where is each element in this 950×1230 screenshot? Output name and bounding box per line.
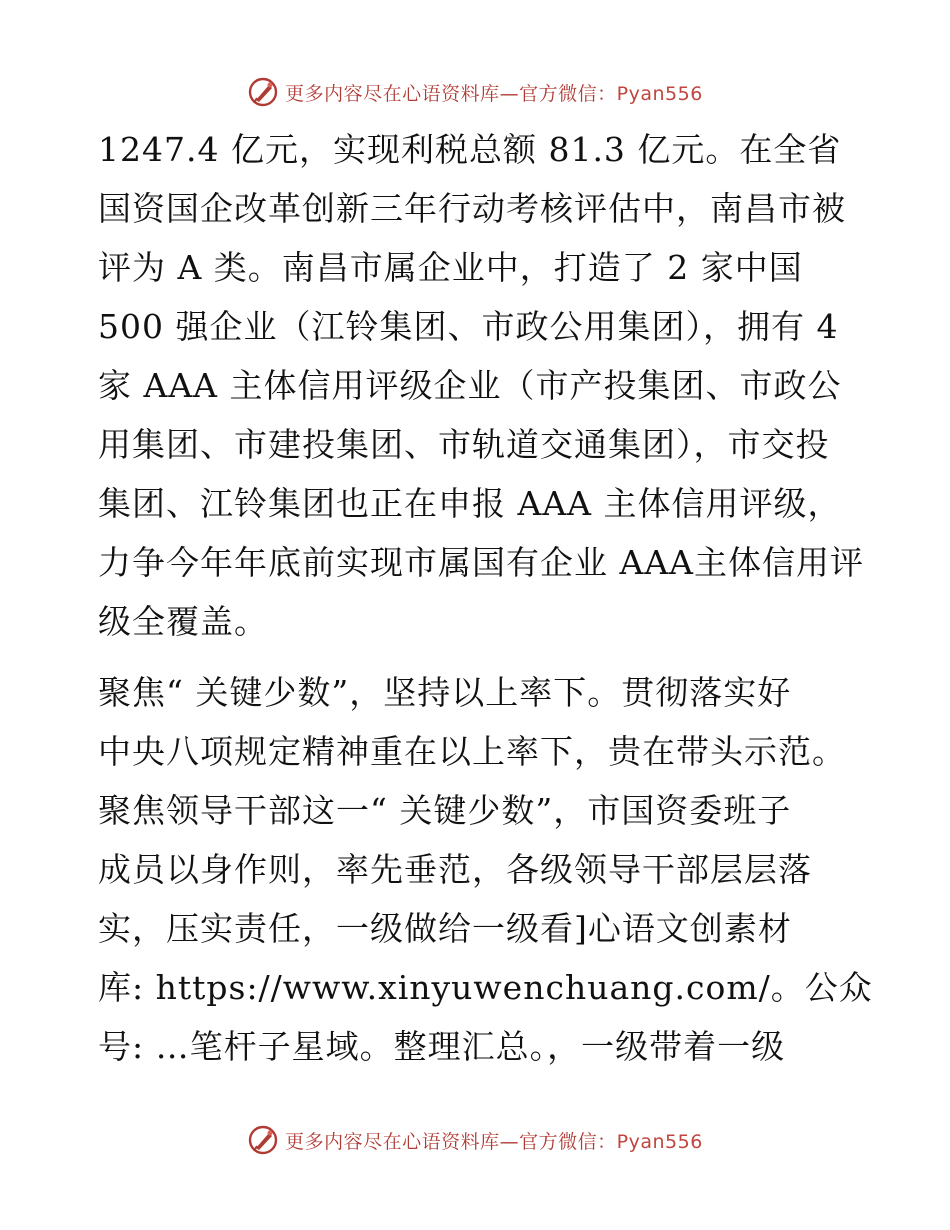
text-line: 级全覆盖。 xyxy=(98,602,268,641)
text-line: 500 强企业（江铃集团、市政公用集团），拥有 4 xyxy=(98,307,839,346)
text-line: 库: https://www.xinyuwenchuang.com/。公众 xyxy=(98,968,873,1007)
banner-text: 更多内容尽在心语资料库—官方微信：Pyan556 xyxy=(285,1130,703,1153)
document-body xyxy=(98,120,873,1076)
text-line: 评为 A 类。南昌市属企业中，打造了 2 家中国 xyxy=(98,248,803,287)
text-line: 集团、江铃集团也正在申报 AAA 主体信用评级， xyxy=(98,484,842,523)
text-line: 中央八项规定精神重在以上率下，贵在带头示范。 xyxy=(98,732,846,771)
quill-pen-logo-icon xyxy=(247,76,279,108)
text-line: 成员以身作则，率先垂范，各级领导干部层层落 xyxy=(98,850,812,889)
text-line: 力争今年年底前实现市属国有企业 AAA主体信用评 xyxy=(98,543,864,582)
text-line: 家 AAA 主体信用评级企业（市产投集团、市政公 xyxy=(98,366,842,405)
text-line: 国资国企改革创新三年行动考核评估中，南昌市被 xyxy=(98,189,846,228)
text-line: 实，压实责任，一级做给一级看]心语文创素材 xyxy=(98,909,792,948)
text-line: 聚焦领导干部这一“ 关键少数”，市国资委班子 xyxy=(98,791,792,830)
footer-banner xyxy=(0,1120,950,1160)
text-line: 1247.4 亿元，实现利税总额 81.3 亿元。在全省 xyxy=(98,130,842,169)
banner-text: 更多内容尽在心语资料库—官方微信：Pyan556 xyxy=(285,82,703,105)
text-line: 聚焦“ 关键少数”，坚持以上率下。贯彻落实好 xyxy=(98,673,792,712)
paragraph-gap xyxy=(98,651,868,663)
paragraph-2 xyxy=(98,663,873,1076)
text-line: 用集团、市建投集团、市轨道交通集团），市交投 xyxy=(98,425,830,464)
paragraph-1 xyxy=(98,120,868,651)
wechat-account: Pyan556 xyxy=(616,1130,703,1153)
header-banner xyxy=(0,72,950,112)
quill-pen-logo-icon xyxy=(247,1124,279,1156)
wechat-account: Pyan556 xyxy=(616,82,703,105)
text-line: 号: …笔杆子星域。整理汇总。，一级带着一级 xyxy=(98,1027,786,1066)
